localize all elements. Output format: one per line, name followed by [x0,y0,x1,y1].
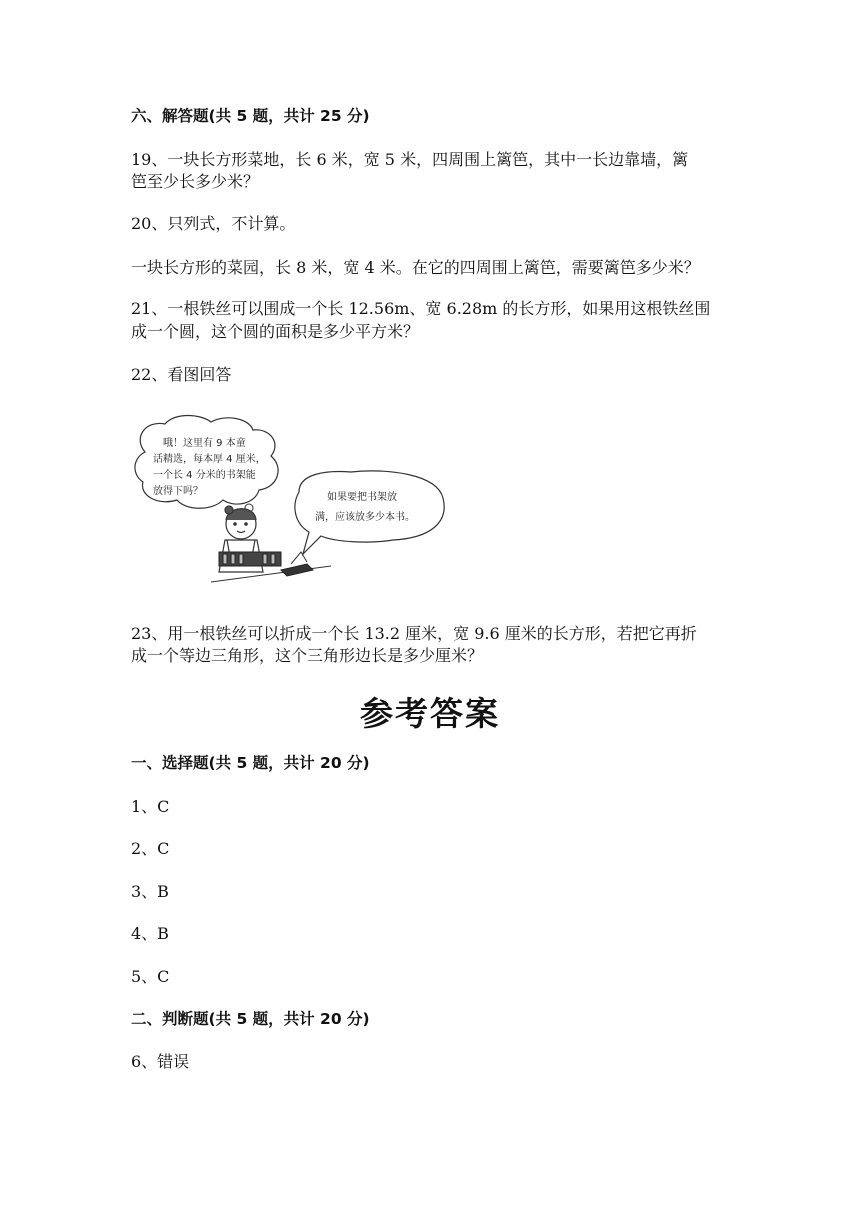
question-20-line-1: 20、只列式，不计算。 [131,214,296,233]
question-20-line-2: 一块长方形的菜园，长 8 米，宽 4 米。在它的四周围上篱笆，需要篱笆多少米？ [131,258,700,277]
book-stack [281,564,313,576]
answer-item-5: 5、C [131,967,170,986]
bookshelf [219,552,281,566]
section-heading-answers-problems: 六、解答题(共 5 题，共计 25 分) [131,107,370,125]
question-22-illustration [131,412,451,597]
question-19-line-2: 笆至少长多少米？ [131,172,260,191]
answer-key-title: 参考答案 [360,694,500,733]
answer-item-6: 6、错误 [131,1052,190,1071]
section-heading-judgment: 二、判断题(共 5 题，共计 20 分) [131,1010,370,1028]
bubble-left-line-3: 一个长 4 分米的书架能 [153,470,256,481]
answer-item-3: 3、B [131,882,169,901]
bubble-right-line-2: 满，应该放多少本书。 [315,512,415,523]
question-19-line-1: 19、一块长方形菜地，长 6 米，宽 5 米，四周围上篱笆，其中一长边靠墙，篱 [131,150,689,169]
bubble-right-line-1: 如果要把书架放 [327,492,397,503]
answer-item-2: 2、C [131,839,170,858]
question-23-line-1: 23、用一根铁丝可以折成一个长 13.2 厘米，宽 9.6 厘米的长方形，若把它再折 [131,624,697,643]
question-23-line-2: 成一个等边三角形，这个三角形边长是多少厘米？ [131,646,484,665]
bubble-left-line-2: 话精选，每本厚 4 厘米， [153,454,266,465]
bubble-left-line-4: 放得下吗？ [153,486,203,497]
answer-item-1: 1、C [131,797,170,816]
question-21-line-2: 成一个圆，这个圆的面积是多少平方米？ [131,322,420,341]
bubble-left-line-1: 哦！这里有 9 本童 [163,438,246,449]
question-21-line-1: 21、一根铁丝可以围成一个长 12.56m、宽 6.28m 的长方形，如果用这根铁丝围 [131,299,711,318]
section-heading-choice: 一、选择题(共 5 题，共计 20 分) [131,754,370,772]
answer-item-4: 4、B [131,924,169,943]
question-22-line-1: 22、看图回答 [131,365,232,384]
